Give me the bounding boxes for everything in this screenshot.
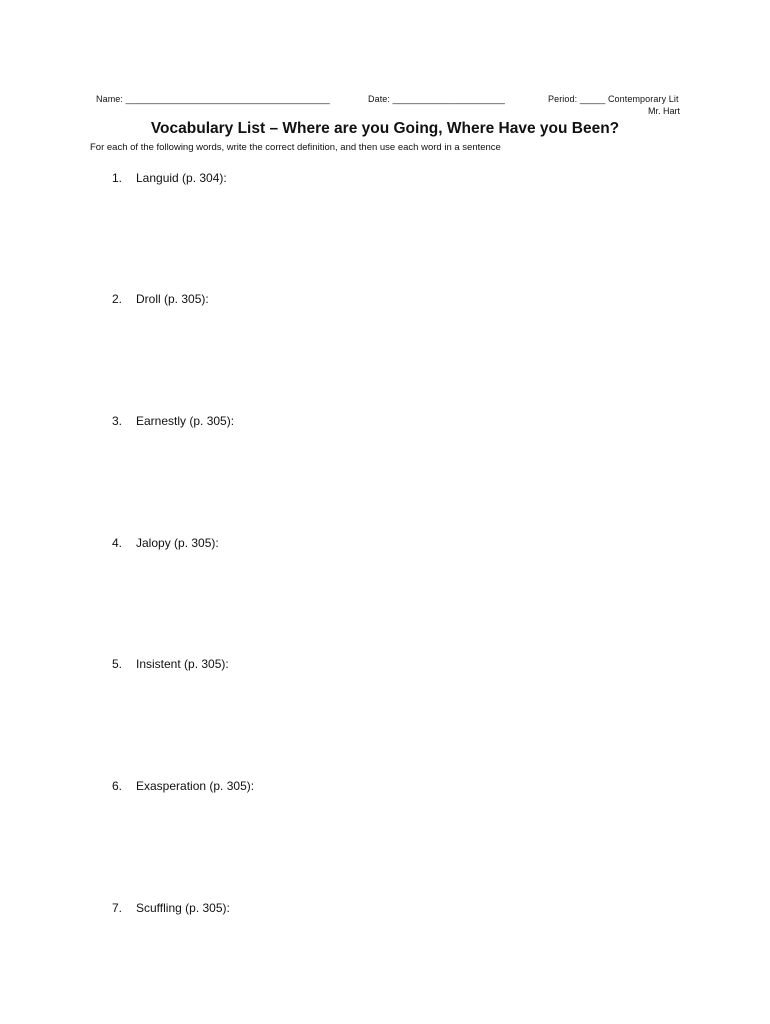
page-title: Vocabulary List – Where are you Going, Where Have you Been? <box>150 120 620 137</box>
vocab-entry: Scuffling (p. 305): <box>136 901 230 915</box>
vocab-number: 5. <box>112 657 123 671</box>
vocab-item-4 <box>112 536 219 550</box>
vocab-entry: Droll (p. 305): <box>136 292 209 306</box>
vocab-entry: Languid (p. 304): <box>136 171 227 185</box>
vocab-entry: Jalopy (p. 305): <box>136 536 219 550</box>
vocab-number: 7. <box>112 901 123 915</box>
vocab-entry: Earnestly (p. 305): <box>136 414 235 428</box>
instructions: For each of the following words, write the correct definition, and then use each word in a sentence <box>90 142 501 153</box>
date-field: Date: ______________________ <box>368 94 505 104</box>
teacher-name: Mr. Hart <box>647 106 680 116</box>
vocab-entry: Exasperation (p. 305): <box>136 779 255 793</box>
name-field: Name: ________________________________________ <box>96 94 330 104</box>
vocab-item-2 <box>112 292 209 306</box>
vocab-item-7 <box>112 901 230 915</box>
vocab-item-3 <box>112 414 234 428</box>
vocab-number: 2. <box>112 292 123 306</box>
vocab-entry: Insistent (p. 305): <box>136 657 229 671</box>
period-course-field: Period: _____ Contemporary Lit <box>548 94 679 104</box>
vocab-number: 6. <box>112 779 123 793</box>
vocab-number: 4. <box>112 536 123 550</box>
vocab-item-5 <box>112 657 229 671</box>
vocab-number: 1. <box>112 171 123 185</box>
vocab-number: 3. <box>112 414 123 428</box>
vocab-item-6 <box>112 779 254 793</box>
vocab-item-1 <box>112 171 227 185</box>
